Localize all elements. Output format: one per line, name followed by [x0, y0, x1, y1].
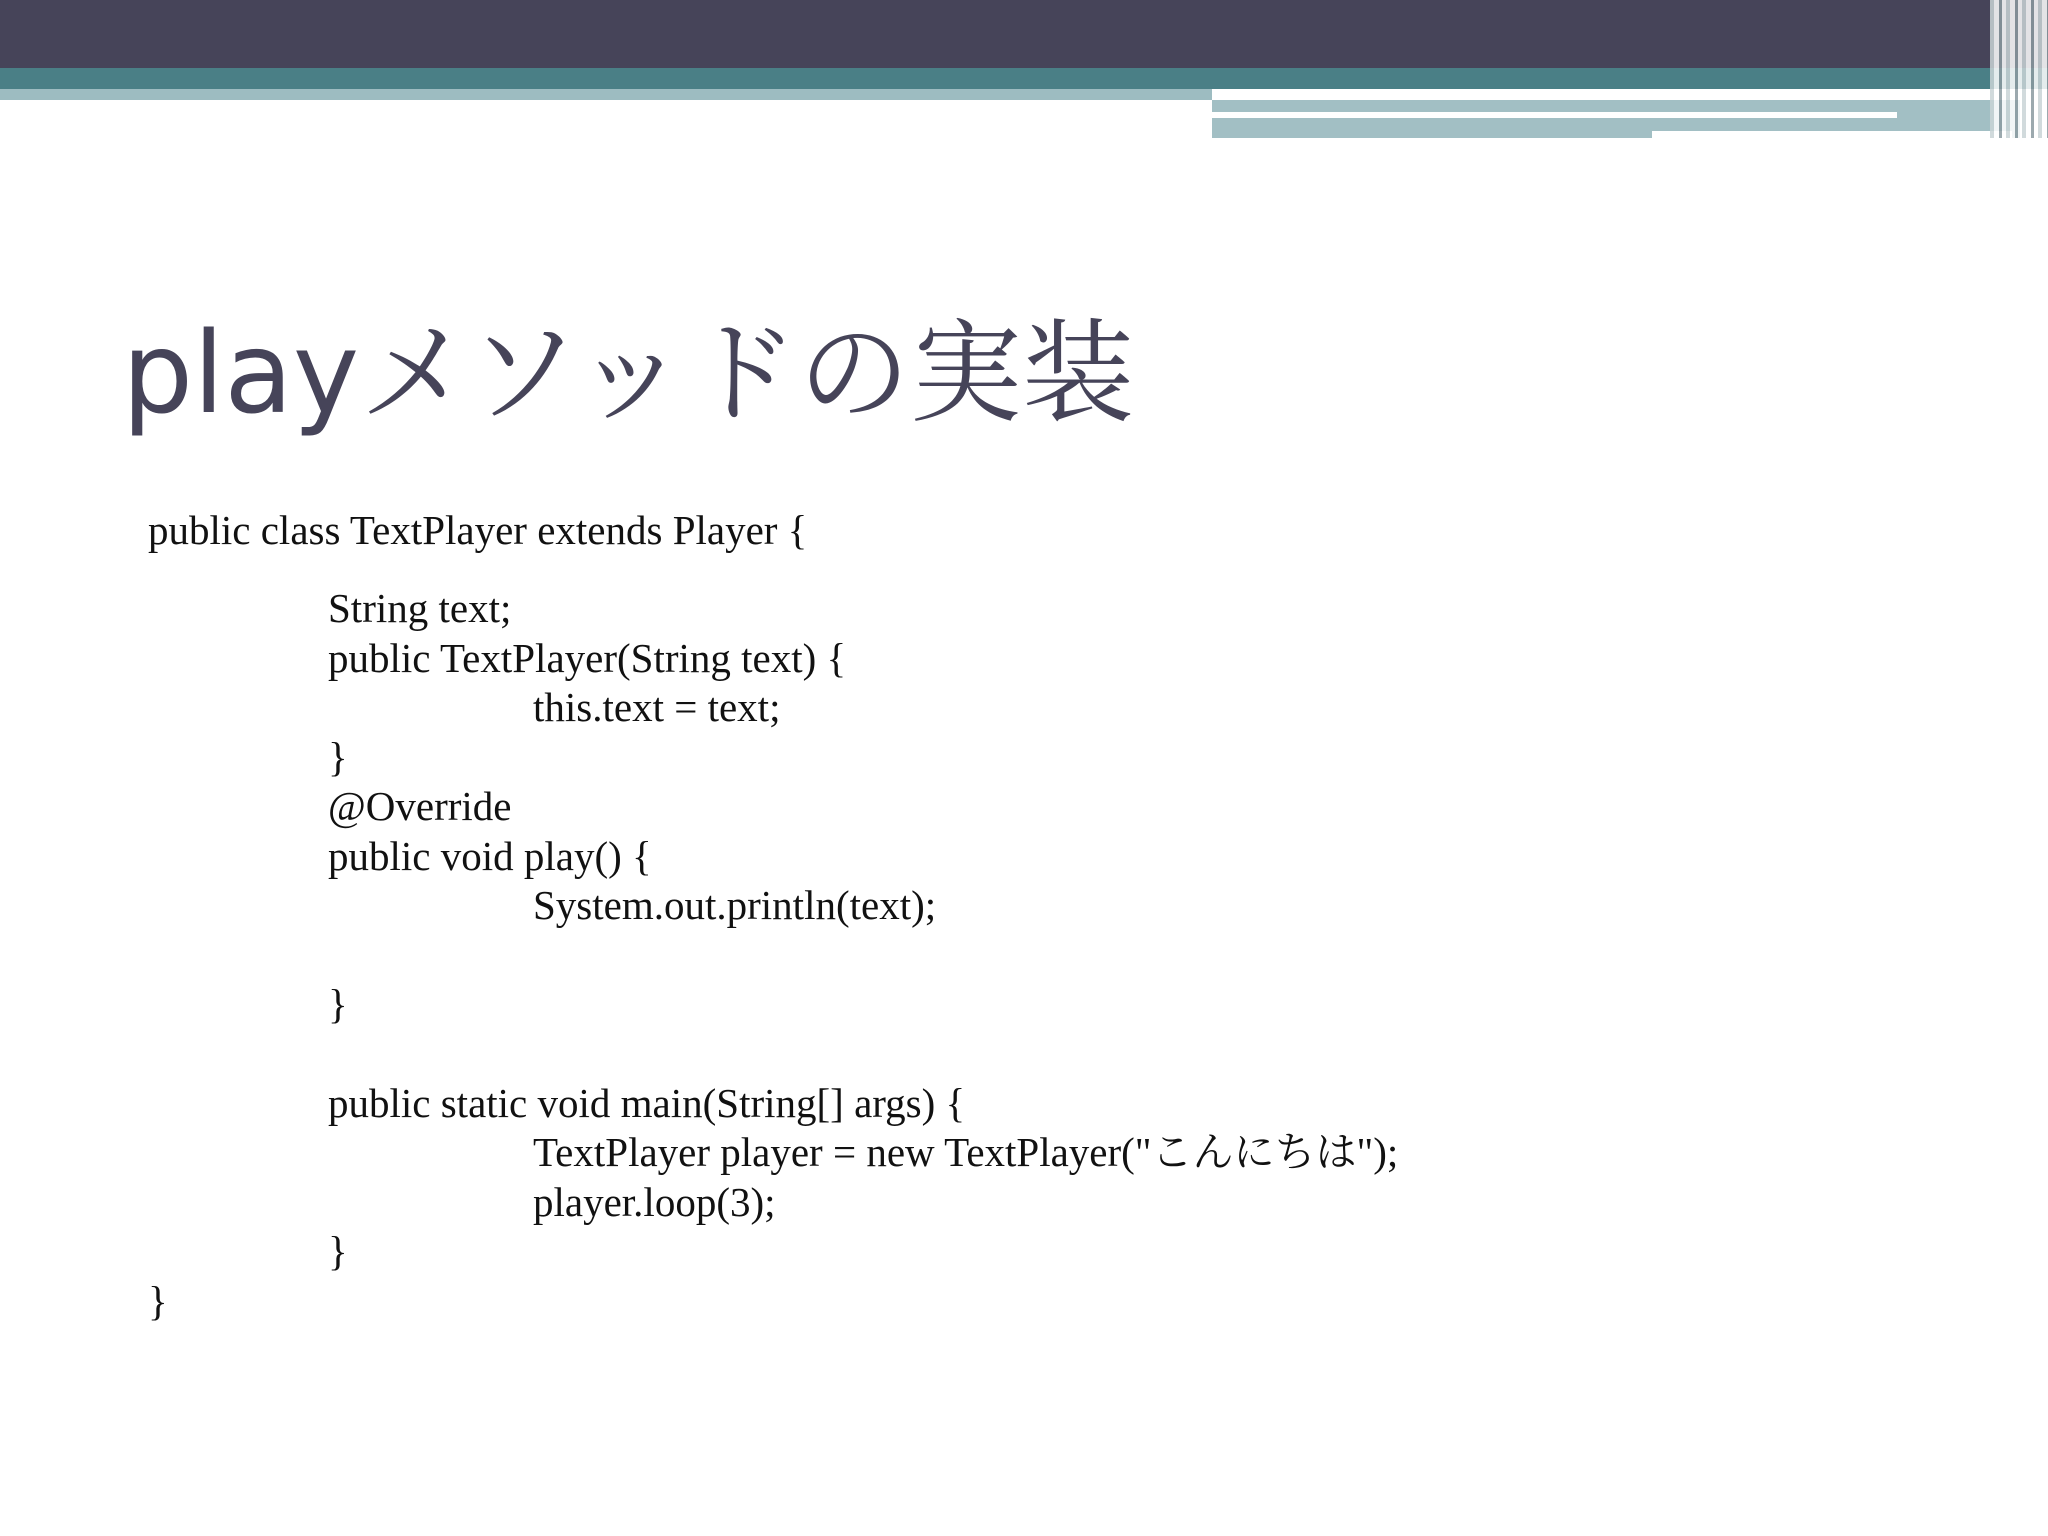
slide-title: playメソッドの実装 — [122, 309, 1135, 439]
code-line: this.text = text; — [533, 684, 781, 730]
header-white-strip-short — [1652, 131, 2012, 138]
header-edge-bars — [1990, 0, 2048, 138]
code-line: } — [148, 1278, 168, 1324]
code-line: System.out.println(text); — [533, 882, 937, 928]
code-line: } — [328, 734, 348, 780]
code-line: player.loop(3); — [533, 1179, 776, 1225]
header-light-band-left — [0, 89, 1212, 100]
code-line: public void play() { — [328, 833, 652, 879]
code-line: } — [328, 1228, 348, 1274]
code-line: public static void main(String[] args) { — [328, 1080, 966, 1126]
code-line: @Override — [328, 783, 512, 829]
header-dark-band — [0, 0, 2048, 68]
code-line: } — [328, 981, 348, 1027]
code-line: public class TextPlayer extends Player { — [148, 507, 808, 553]
header-white-strip — [1212, 112, 1897, 118]
code-line: TextPlayer player = new TextPlayer("こんにちは"); — [533, 1129, 1399, 1175]
header-teal-band — [0, 68, 2048, 89]
code-line: String text; — [328, 585, 512, 631]
code-line: public TextPlayer(String text) { — [328, 635, 847, 681]
